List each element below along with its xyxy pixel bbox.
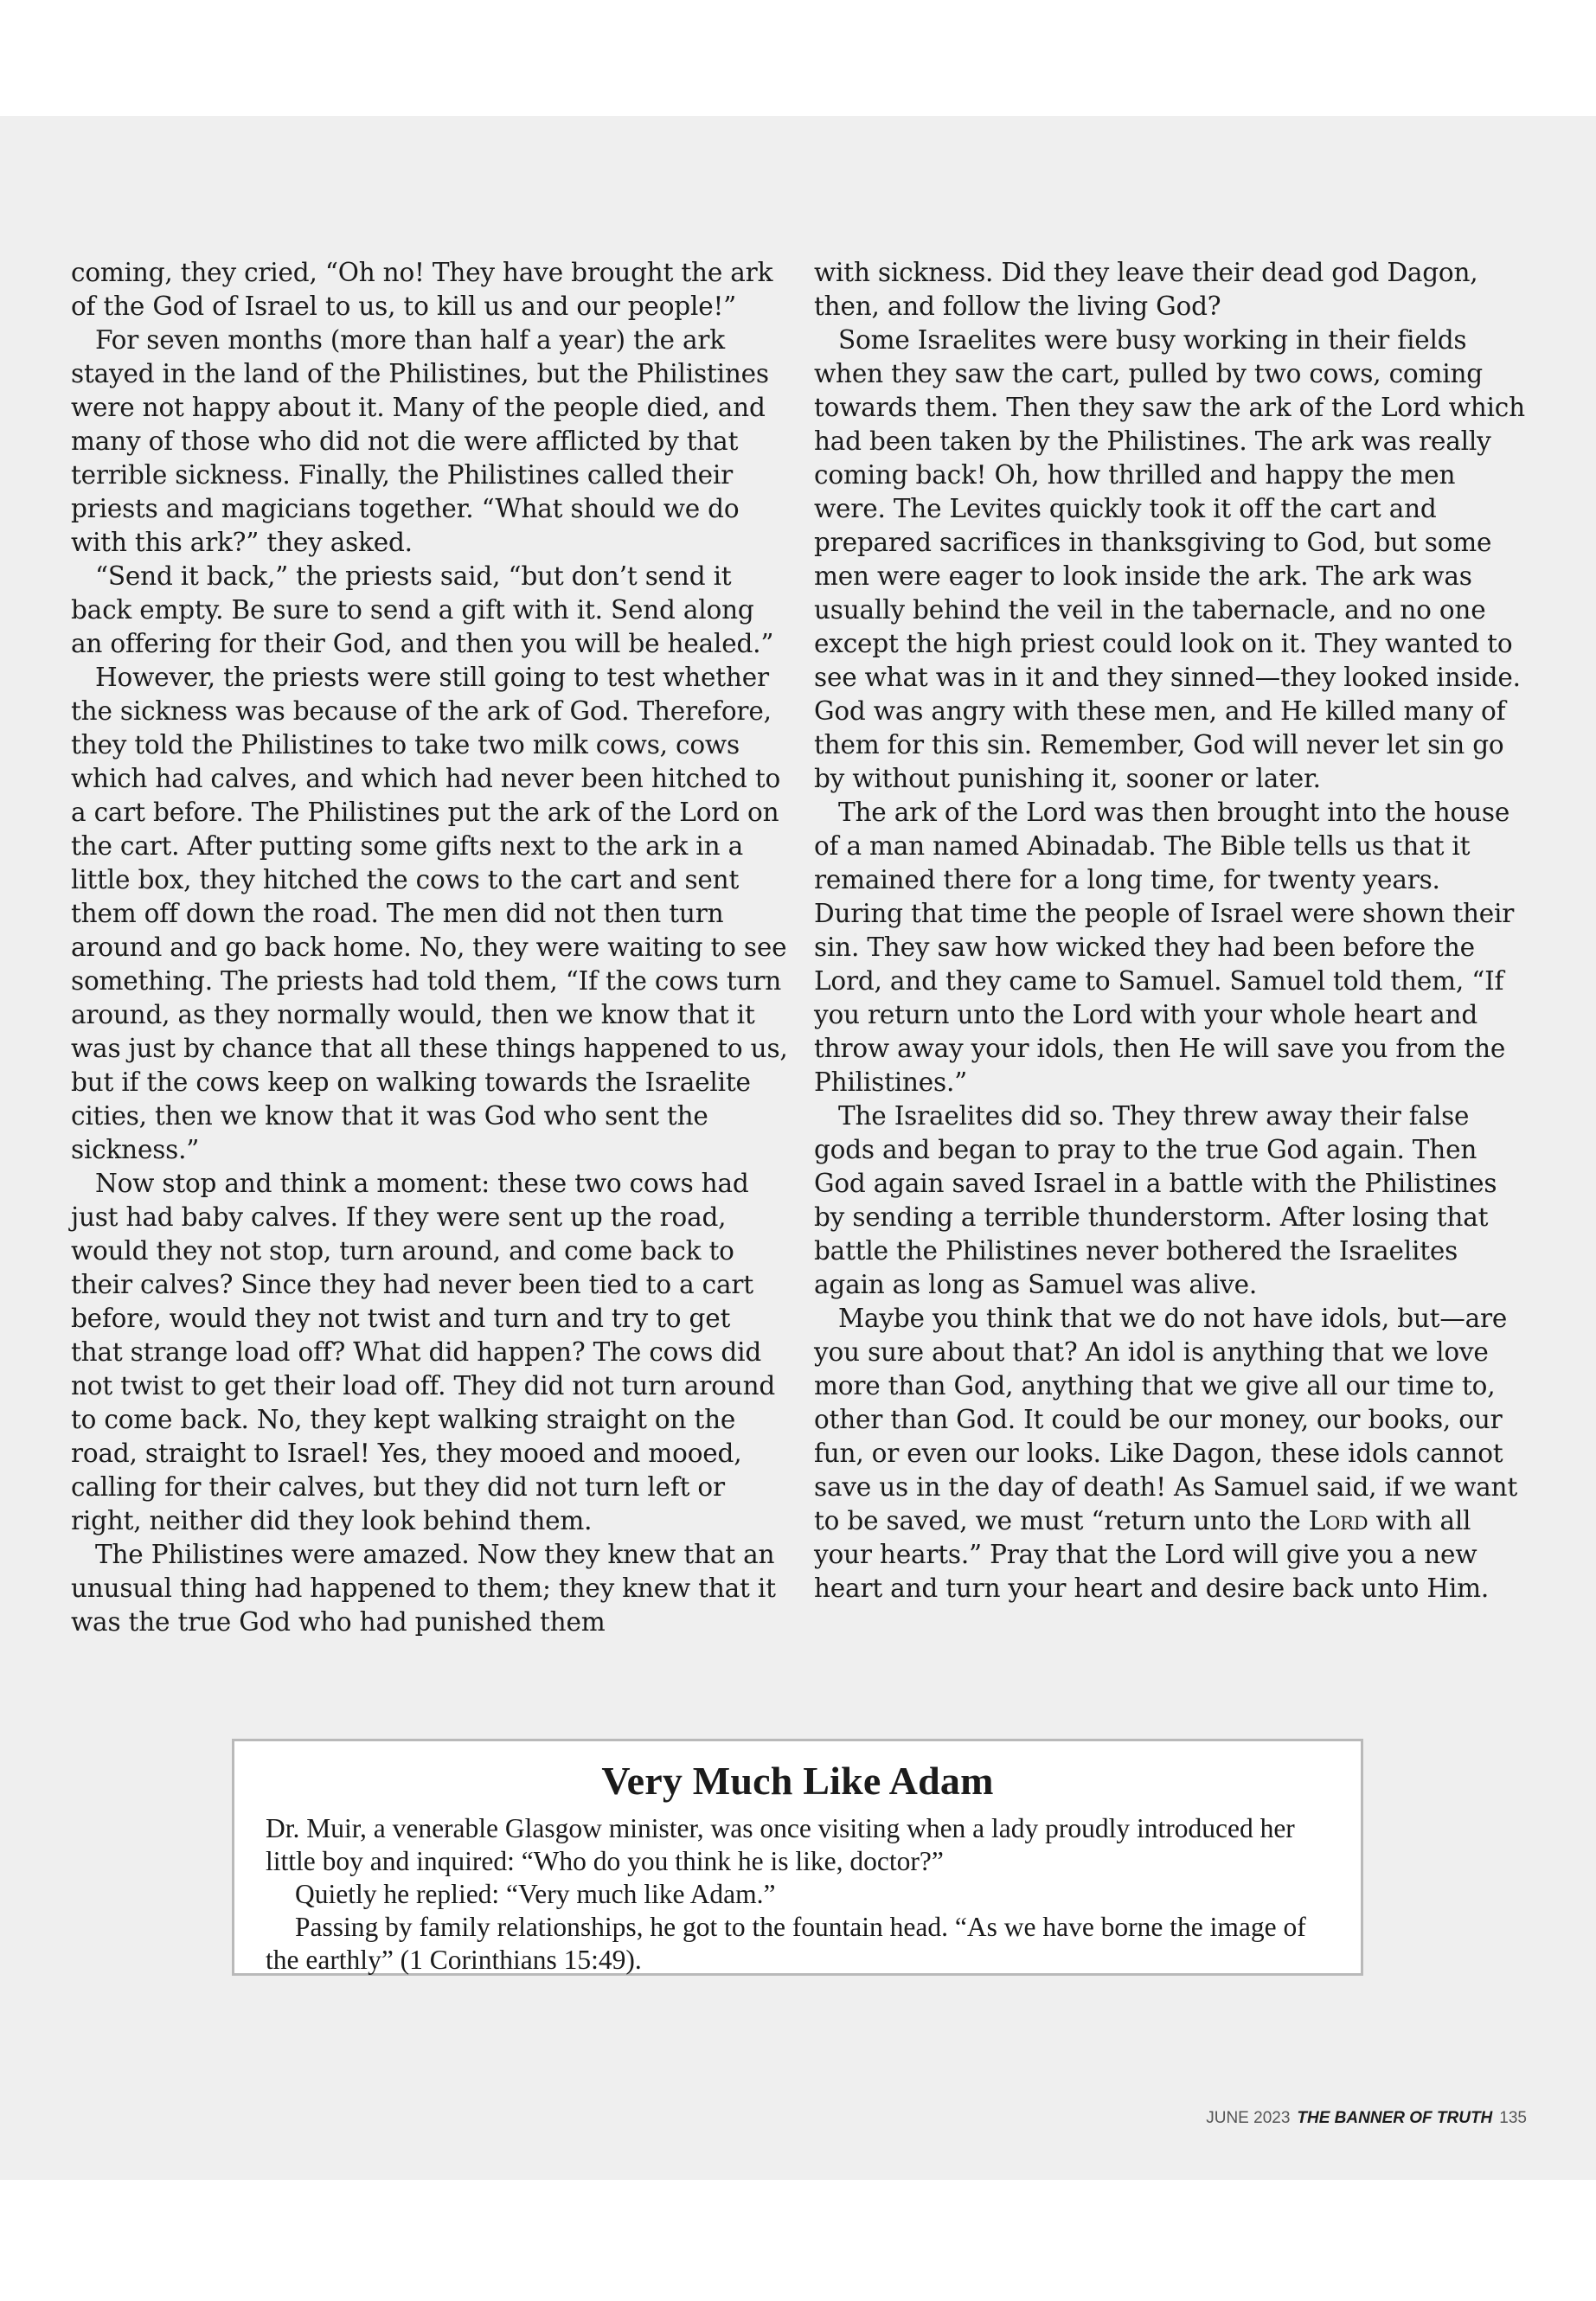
right-column [814, 256, 1532, 1606]
left-column [71, 256, 789, 1639]
paragraph: The Israelites did so. They threw away their false gods and began to pray to the true God again. Then God again saved Israel in a battle with the Philistines by sending a terrible thunderstorm. After losing that battle the Philistines never bothered the Israelites again as long as Samuel was alive. [814, 1101, 1497, 1299]
paragraph: For seven months (more than half a year) the ark stayed in the land of the Philistines, but the Philistines were not happy about it. Many of the people died, and many of those who did not die were afflicted by that terrible sickness. Finally, the Philistines called their priests and magicians together. “What should we do with this ark?” they asked. [71, 325, 769, 557]
paragraph: The Philistines were amazed. Now they knew that an unusual thing had happened to them; they knew that it was the true God who had punished them [71, 1540, 776, 1637]
footer-publication: THE BANNER OF TRUTH [1297, 2109, 1493, 2127]
paragraph-text: with all your hearts.” Pray that the Lord will give you a new heart and turn your heart and desire back unto Him. [814, 1506, 1490, 1603]
lord-small-caps: Lord [1308, 1506, 1368, 1535]
sidebar-title: Very Much Like Adam [601, 1759, 994, 1803]
paragraph [814, 1302, 1532, 1606]
paragraph: However, the priests were still going to test whether the sickness was because of the ark of God. Therefore, they told the Philistines to take two milk cows, cows which had calves, and which had never been hitched to a cart before. The Philistines put the ark of the Lord on the cart. After putting some gifts next to the ark in a little box, they hitched the cows to the cart and sent them off down the road. The men did not then turn around and go back home. No, they were waiting to see something. The priests had told them, “If the cows turn around, as they normally would, then we know that it was just by chance that all these things happened to us, but if the cows keep on walking towards the Israelite cities, then we know that it was God who sent the sickness.” [71, 663, 788, 1164]
paragraph: The ark of the Lord was then brought into the house of a man named Abinadab. The Bible tells us that it remained there for a long time, for twenty years. During that time the people of Israel were shown their sin. They saw how wicked they had been before the Lord, and they came to Samuel. Samuel told them, “If you return unto the Lord with your whole heart and throw away your idols, then He will save you from the Philistines.” [814, 798, 1515, 1097]
footer-issue: JUNE 2023 [1206, 2109, 1291, 2127]
paragraph: coming, they cried, “Oh no! They have brought the ark of the God of Israel to us, to kill us and our people!” [71, 258, 773, 321]
paragraph: Now stop and think a moment: these two cows had just had baby calves. If they were sent up the road, would they not stop, turn around, and come back to their calves? Since they had never been tied to a cart before, would they not twist and turn and try to get that strange load off? What did happen? The cows did not twist to get their load off. They did not turn around to come back. No, they kept walking straight on the road, straight to Israel! Yes, they mooed and mooed, calling for their calves, but they did not turn left or right, neither did they look behind them. [71, 1169, 776, 1535]
sidebar-paragraph: Dr. Muir, a venerable Glasgow minister, was once visiting when a lady proudly introduced her little boy and inquired: “Who do you think he is like, doctor?” [266, 1813, 1295, 1876]
footer-page-number: 135 [1499, 2109, 1527, 2127]
sidebar-paragraph: Quietly he replied: “Very much like Adam.” [295, 1879, 776, 1909]
page-footer [1206, 2106, 1527, 2131]
paragraph: “Send it back,” the priests said, “but don’t send it back empty. Be sure to send a gift with it. Send along an offering for their God, and then you will be healed.” [71, 561, 774, 658]
paragraph: Some Israelites were busy working in their fields when they saw the cart, pulled by two cows, coming towards them. Then they saw the ark of the Lord which had been taken by the Philistines. The ark was really coming back! Oh, how thrilled and happy the men were. The Levites quickly took it off the cart and prepared sacrifices in thanksgiving to God, but some men were eager to look inside the ark. The ark was usually behind the veil in the tabernacle, and no one except the high priest could look on it. They wanted to see what was in it and they sinned—they looked inside. God was angry with these men, and He killed many of them for this sin. Remember, God will never let sin go by without punishing it, sooner or later. [814, 325, 1525, 793]
sidebar-paragraph: Passing by family relationships, he got to the fountain head. “As we have borne the image of the earthly” (1 Corinthians 15:49). [266, 1912, 1306, 1975]
sidebar-box [232, 1739, 1363, 1976]
paragraph: with sickness. Did they leave their dead god Dagon, then, and follow the living God? [814, 258, 1478, 321]
paragraph-text: Maybe you think that we do not have idols, but—are you sure about that? An idol is anything that we love more than God, anything that we give all our time to, other than God. It could be our money, our books, our fun, or even our looks. Like Dagon, these idols cannot save us in the day of death! As Samuel said, if we want to be saved, we must “return unto the [814, 1304, 1517, 1535]
